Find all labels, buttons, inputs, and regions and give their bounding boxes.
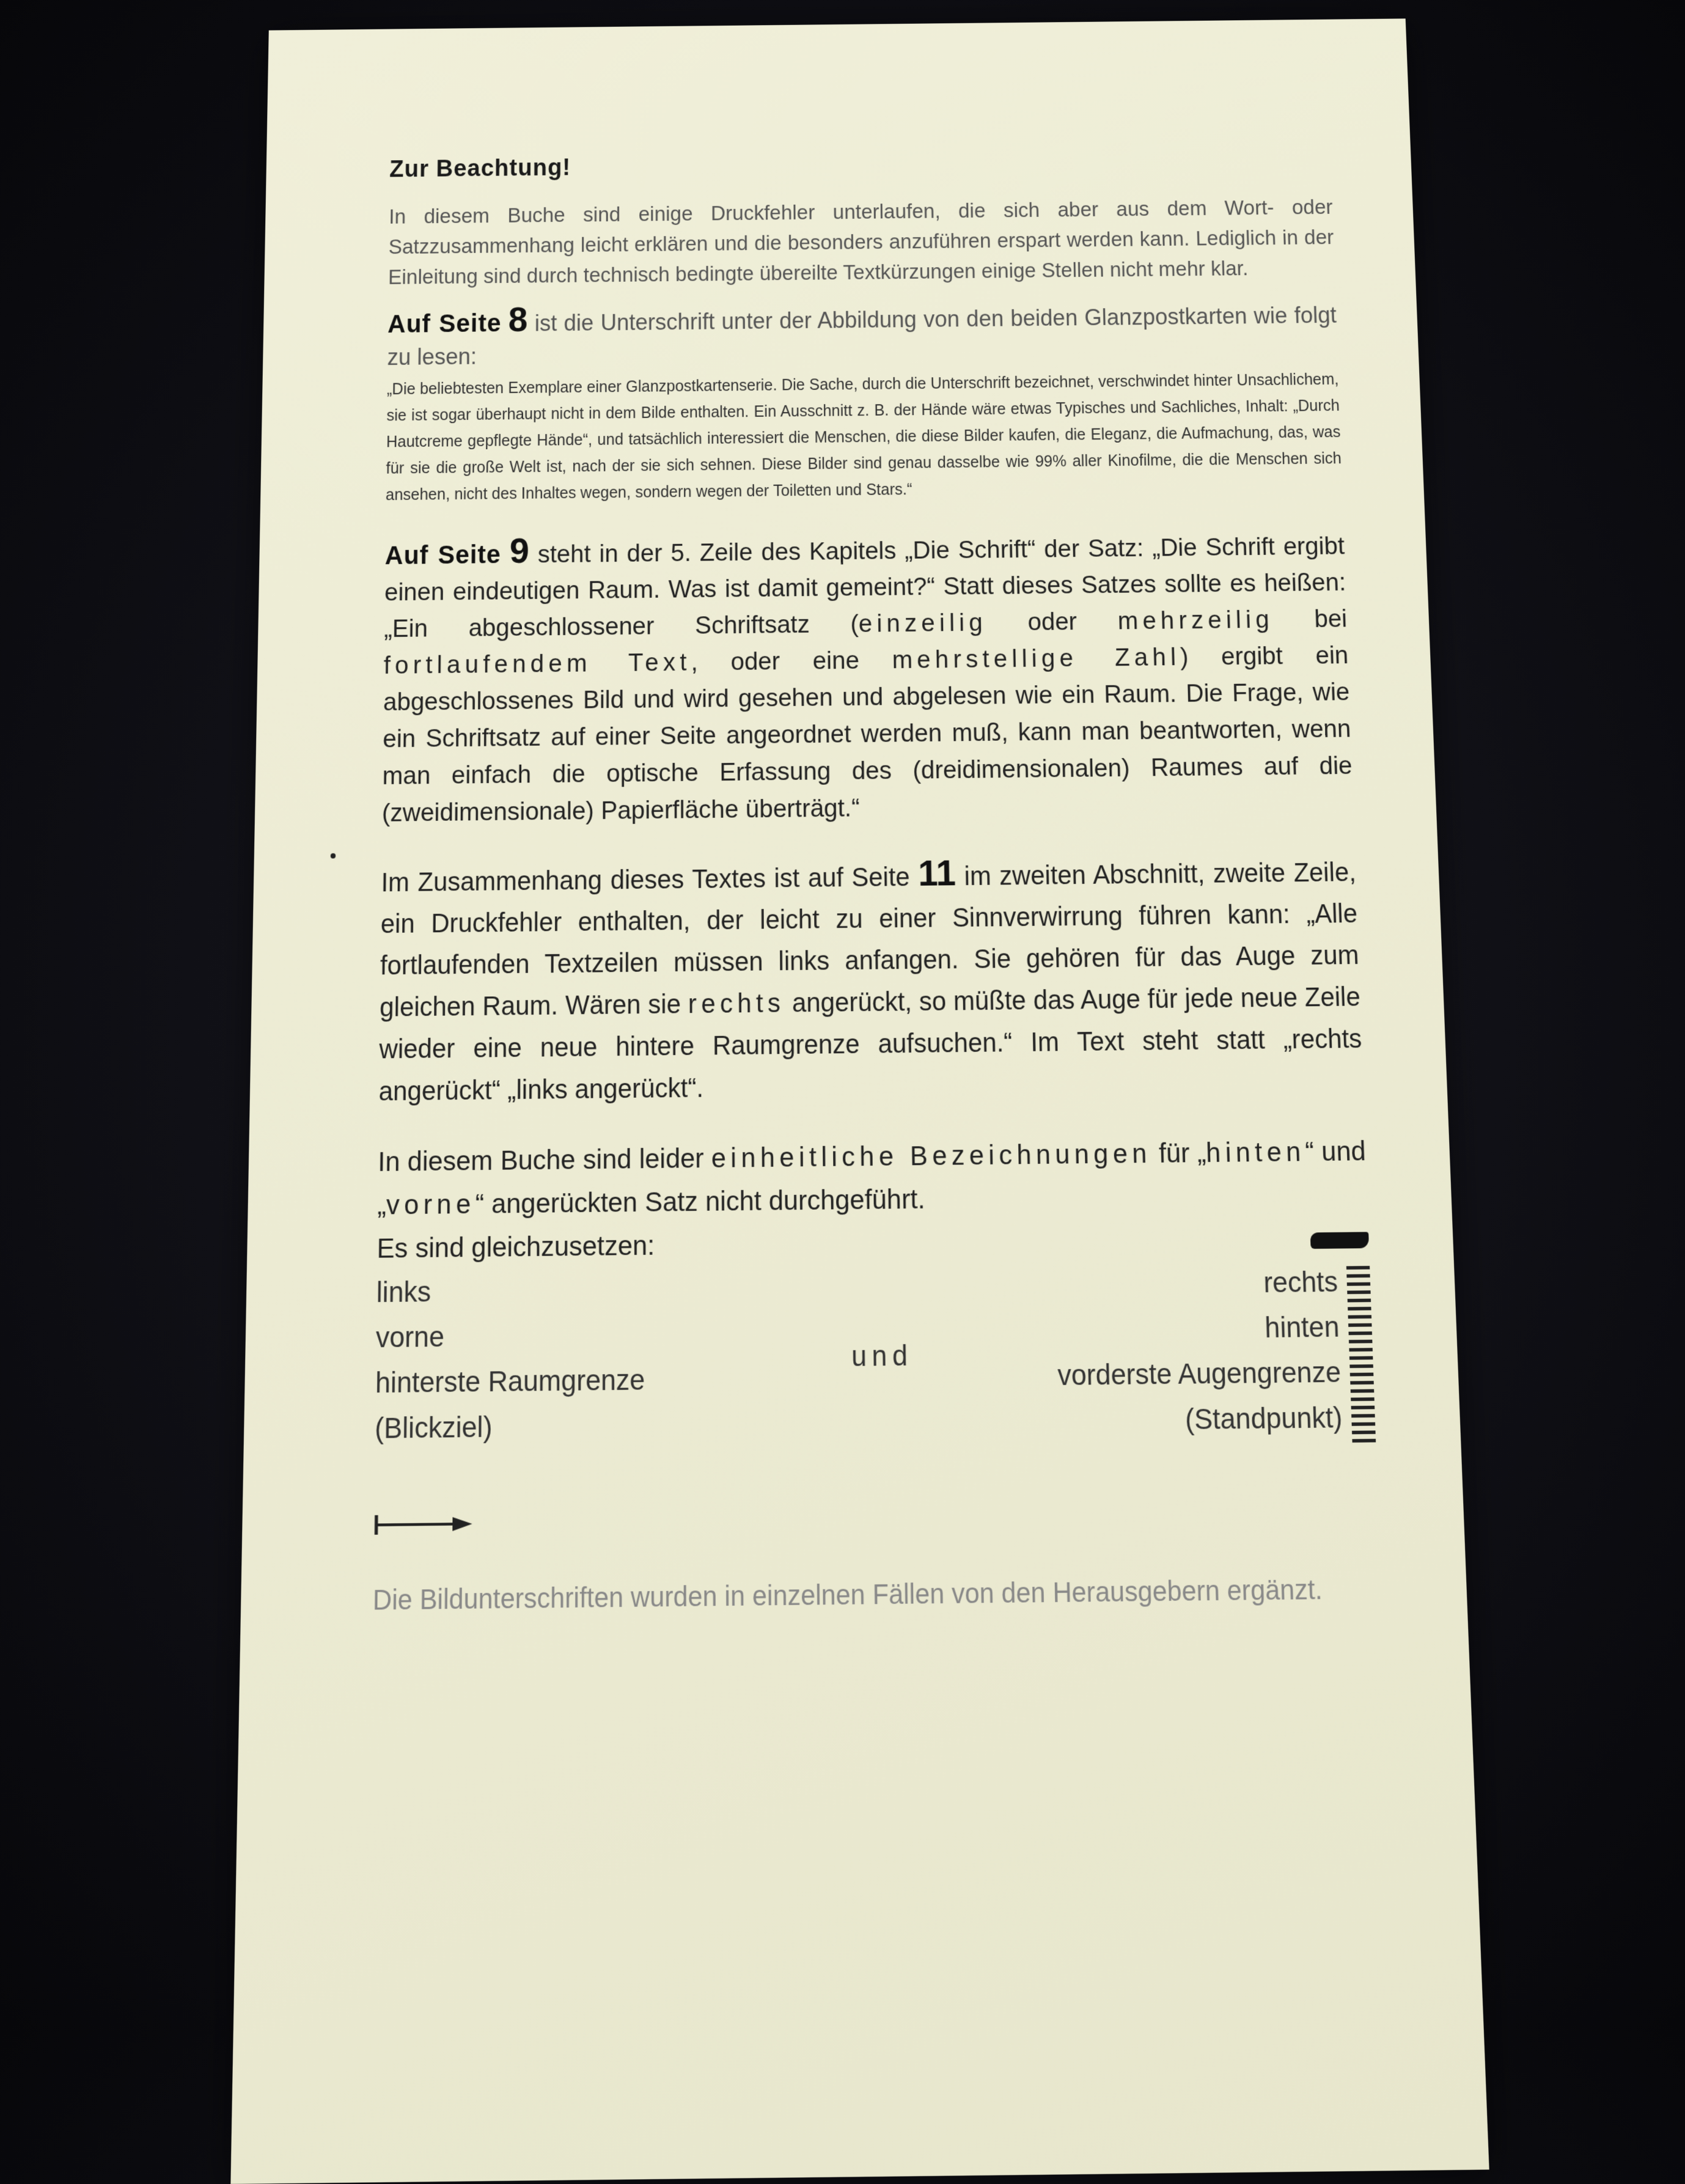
seite-8-number: 8 [508, 300, 528, 339]
seite-8-quote: „Die beliebtesten Exemplare einer Glanzpostkartenserie. Die Sache, durch die Unterschrift bezeichnet, verschwindet hinter Unsachlichem, sie ist sogar überhaupt nicht in dem Bilde enthalten. Ein Ausschnitt z. B. der Hände wäre etwas Typisches und Sachliches, Inhalt: „Durch Hautcreme gepflegte Hände“, und tatsächlich interessiert die Menschen, die diese Bilder kaufen, die Eleganz, die Aufmachung, das, was für sie die große Welt ist, nach der sie sich sehnen. Diese Bilder sind genau dasselbe wie 99% aller Kinofilme, die die Menschen sich ansehen, nicht des Inhaltes wegen, sondern wegen der Toiletten und Stars.“ [386, 366, 1343, 509]
bez-text-2: für „ [1151, 1137, 1206, 1169]
arrow-right-icon [373, 1510, 479, 1539]
equiv-right-item: hinten [1056, 1304, 1340, 1353]
equiv-left-item: links [376, 1267, 645, 1315]
bez-spaced-3: vorne [386, 1188, 475, 1221]
seite-9-spaced-2: mehrzeilig [1117, 606, 1274, 635]
seite-8-label: Auf Seite [387, 309, 502, 338]
seite-9-text-2: oder [986, 608, 1118, 636]
equivalence-block [374, 1259, 1378, 1504]
seite-9-label: Auf Seite [385, 541, 501, 570]
seite-9-text-1: steht in der 5. Zeile des Kapitels „Die Schrift“ der Satz: „Die Schrift ergibt einen eindeutigen Raum. Was ist damit gemeint?“ Statt dieses Satzes sollte es heißen: „Ein abgeschlossener Schriftsatz ( [384, 532, 1346, 643]
hatch-bar-icon [1346, 1266, 1376, 1444]
equiv-left-item: hinterste Raumgrenze [375, 1358, 645, 1406]
seite-9-text-5: ) ergibt ein abgeschlossenes Bild und wird gesehen und abgelesen wie ein Raum. Die Frage, wie ein Schriftsatz auf einer Seite angeordnet werden muß, kann man beantworten, wenn man einfach die optische Erfassung des (dreidimensionalen) Raumes auf die (zweidimensionale) Papierfläche überträgt.“ [382, 641, 1353, 827]
seite-9-text-4: , oder eine [691, 646, 892, 676]
equiv-left-item: (Blickziel) [375, 1403, 645, 1452]
equiv-right-item: (Standpunkt) [1058, 1395, 1343, 1444]
seite-11-text-1: Im Zusammenhang dieses Textes ist auf Seite [381, 862, 918, 897]
seite-9-spaced-4: mehrstellige Zahl [892, 643, 1180, 674]
paper-sheet [230, 18, 1489, 2184]
document-body [372, 147, 1383, 1652]
heading: Zur Beachtung! [389, 147, 1332, 183]
seite-8-line [387, 295, 1338, 373]
seite-11-spaced: rechts [688, 989, 785, 1020]
bez-text-4: “ angerückten Satz nicht durchgeführt. [475, 1183, 925, 1219]
bez-spaced-1: einheitliche Bezeichnungen [711, 1138, 1152, 1174]
seite-9-text-3: bei [1273, 605, 1348, 633]
intro-paragraph: In diesem Buche sind einige Druckfehler unterlaufen, die sich aber aus dem Wort- oder Satzzusammenhang leicht erklären und die besonders anzuführen erspart werden kann. Lediglich in der Einleitung sind durch technisch bedingte übereilte Textkürzungen einige Stellen nicht mehr klar. [388, 191, 1335, 292]
equiv-left-column [375, 1267, 645, 1451]
seite-11-paragraph [378, 847, 1364, 1113]
bez-spaced-2: hinten [1206, 1136, 1306, 1167]
ink-dot [331, 853, 336, 859]
equiv-right-item: vorderste Augengrenze [1057, 1350, 1342, 1398]
seite-11-text-3: angerückt, so müßte das Auge für jede neue Zeile wieder eine neue hintere Raumgrenze aufsuchen.“ Im Text steht statt „rechts angerückt“ „links angerückt“. [378, 982, 1362, 1106]
seite-9-number: 9 [510, 530, 529, 570]
seite-9-spaced-3: fortlaufendem Text [383, 649, 691, 680]
pointing-hand-icon [1310, 1232, 1369, 1249]
seite-9-spaced-1: einzeilig [859, 609, 988, 638]
bez-text-1: In diesem Buche sind leider [378, 1142, 711, 1177]
bez-text-5: Es sind gleichzusetzen: [376, 1230, 655, 1264]
bez-text-3: “ und „ [377, 1135, 1366, 1220]
equiv-right-column [1055, 1259, 1343, 1443]
seite-11-text-2: im zweiten Abschnitt, zweite Zeile, ein Druckfehler enthalten, der leicht zu einer Sinnverwirrung führen kann: „Alle fortlaufenden Textzeilen müssen links anfangen. Sie gehören für das Auge zum gleichen Raum. Wären sie [380, 858, 1359, 1023]
seite-9-paragraph [382, 523, 1354, 831]
seite-8-text: ist die Unterschrift unter der Abbildung von den beiden Glanzpostkarten wie folgt zu lesen: [387, 302, 1337, 370]
equiv-right-item: rechts [1055, 1259, 1338, 1307]
equiv-conjunction: und [851, 1339, 913, 1373]
bezeichnungen-paragraph [376, 1129, 1369, 1270]
closing-paragraph: Die Bildunterschriften wurden in einzelnen Fällen von den Herausgebern ergänzt. [373, 1566, 1382, 1623]
equiv-left-item: vorne [376, 1312, 645, 1361]
seite-11-number: 11 [918, 852, 956, 894]
